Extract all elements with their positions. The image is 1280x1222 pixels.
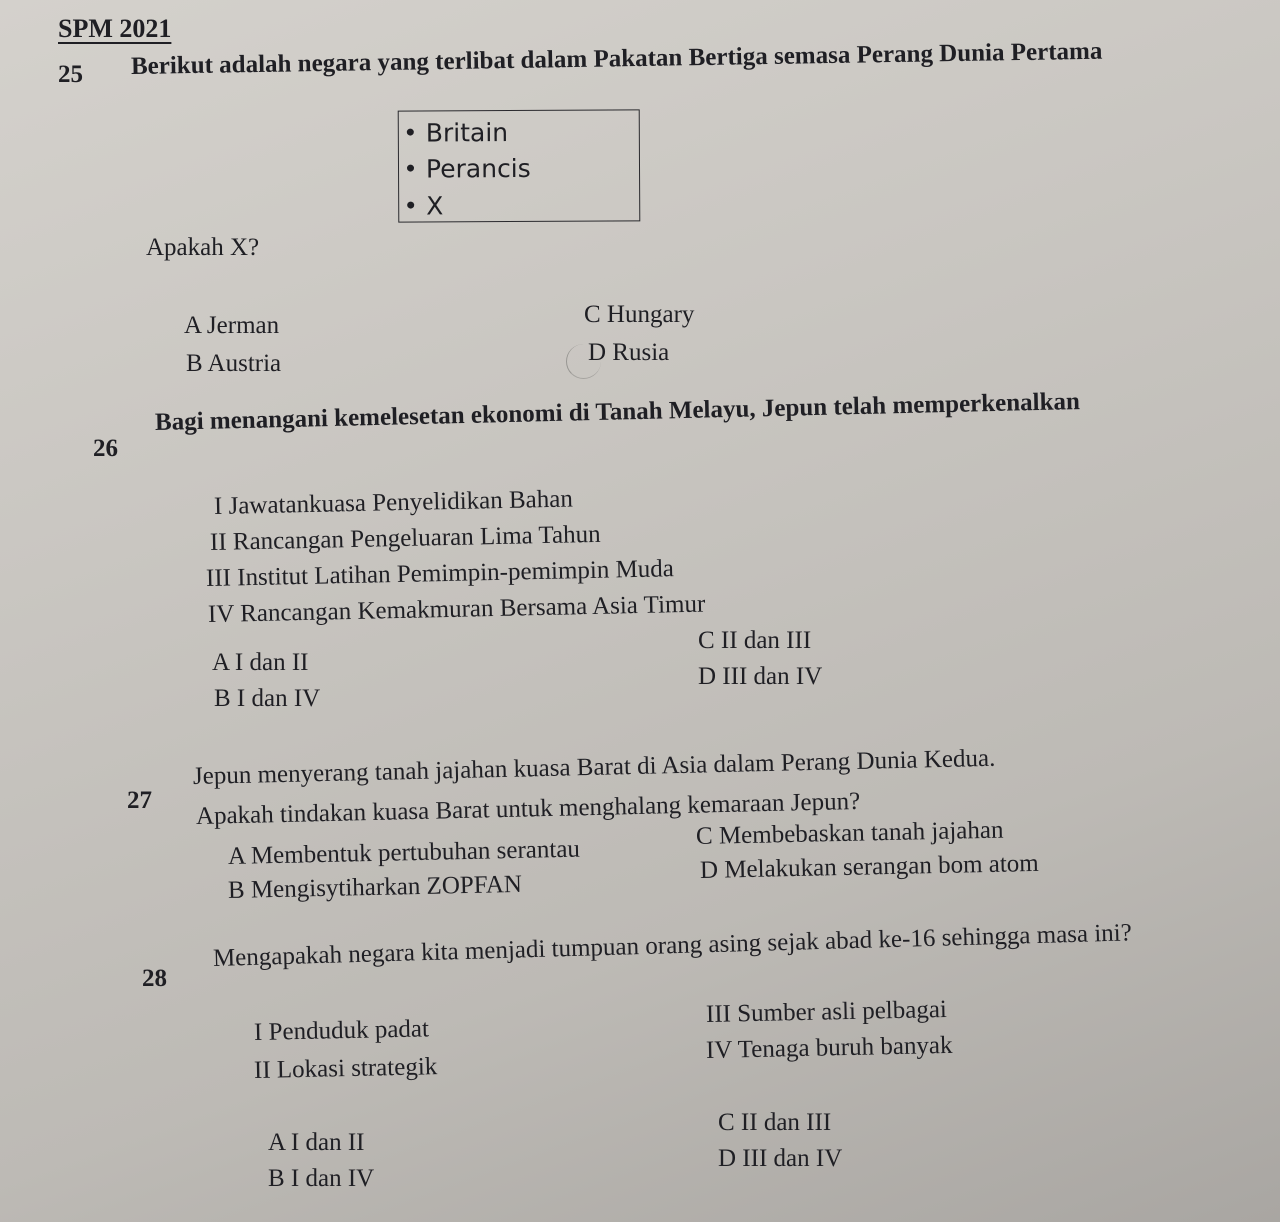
q28-option-a: A I dan II [268,1129,365,1156]
q26-option-b: B I dan IV [214,685,321,712]
q25-list-box [398,109,641,222]
q27-question-line-2: Apakah tindakan kuasa Barat untuk menghalang kemaraan Jepun? [195,787,861,830]
bullet-icon [407,128,414,135]
q25-box-item-2: Perancis [407,154,531,185]
q26-number: 26 [93,435,118,462]
q26-statement-3: III Institut Latihan Pemimpin-pemimpin Muda [205,555,675,592]
q26-statement-4: IV Rancangan Kemakmuran Bersama Asia Timur [207,590,706,628]
q26-option-d: D III dan IV [698,663,823,690]
q27-option-c: C Membebaskan tanah jajahan [695,816,1004,850]
q25-question: Berikut adalah negara yang terlibat dalam Pakatan Bertiga semasa Perang Dunia Pertama [130,37,1103,80]
pencil-mark-icon [566,344,601,379]
q25-option-a: A Jerman [184,312,280,339]
q25-option-d: D Rusia [588,339,670,366]
q25-box-item-1: Britain [407,118,508,149]
bullet-icon [407,201,414,208]
q25-option-b: B Austria [186,350,282,377]
q26-statement-2: II Rancangan Pengeluaran Lima Tahun [209,520,601,556]
q26-option-c: C II dan III [698,627,812,654]
q25-prompt: Apakah X? [146,234,260,261]
q28-option-d: D III dan IV [718,1145,843,1172]
q28-option-b: B I dan IV [268,1165,375,1192]
q28-statement-3: III Sumber asli pelbagai [705,995,948,1028]
q25-number: 25 [58,61,83,88]
q28-statement-2: II Lokasi strategik [253,1053,438,1084]
q27-option-b: B Mengisytiharkan ZOPFAN [227,870,523,904]
q26-question: Bagi menangani kemelesetan ekonomi di Tanah Melayu, Jepun telah memperkenalkan [154,388,1081,436]
q27-question-line-1: Jepun menyerang tanah jajahan kuasa Barat di Asia dalam Perang Dunia Kedua. [192,744,996,790]
q25-option-c: C Hungary [584,301,695,328]
q28-statement-4: IV Tenaga buruh banyak [705,1031,953,1064]
q27-number: 27 [127,787,152,814]
q27-option-a: A Membentuk pertubuhan serantau [227,835,581,870]
q26-statement-1: I Jawatankuasa Penyelidikan Bahan [213,485,574,520]
q27-option-d: D Melakukan serangan bom atom [699,849,1039,884]
q26-option-a: A I dan II [212,649,309,676]
q25-box-item-3: X [407,191,443,221]
exam-header: SPM 2021 [58,14,172,43]
q28-statement-1: I Penduduk padat [253,1015,430,1046]
bullet-icon [407,164,414,171]
q28-number: 28 [142,965,167,992]
q28-option-c: C II dan III [718,1109,832,1136]
q28-question: Mengapakah negara kita menjadi tumpuan orang asing sejak abad ke-16 sehingga masa ini? [212,919,1133,972]
